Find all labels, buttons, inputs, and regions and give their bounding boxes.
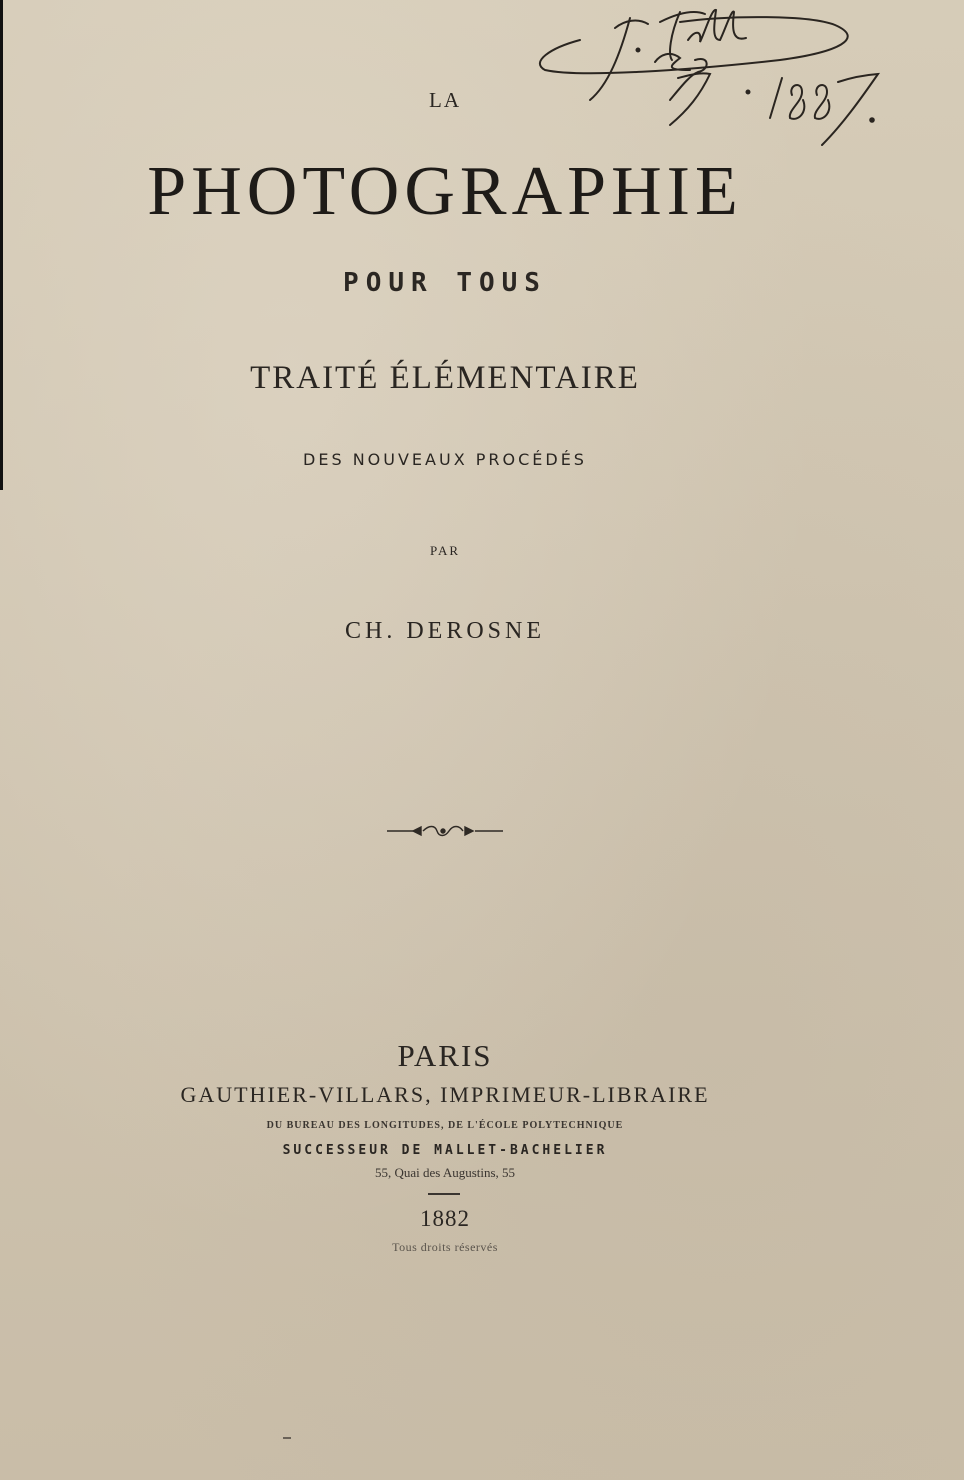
- imprint-address: 55, Quai des Augustins, 55: [374, 1165, 516, 1180]
- procedes-line: DES NOUVEAUX PROCÉDÉS: [303, 450, 587, 469]
- imprint-year: 1882: [420, 1206, 470, 1231]
- imprint-bureau: DU BUREAU DES LONGITUDES, DE L'ÉCOLE POLYTECHNIQUE: [266, 1120, 624, 1131]
- paper-speck: [283, 1437, 291, 1439]
- rights-notice: Tous droits réservés: [392, 1240, 498, 1254]
- handwritten-signature: [520, 0, 900, 150]
- treatise-line: TRAITÉ ÉLÉMENTAIRE: [250, 360, 640, 396]
- book-title: PHOTOGRAPHIE: [147, 153, 743, 230]
- par-line: PAR: [429, 543, 461, 558]
- ornament-divider-icon: [385, 822, 505, 840]
- imprint-rule: [428, 1193, 460, 1195]
- imprint-successor: SUCCESSEUR DE MALLET-BACHELIER: [282, 1143, 608, 1158]
- book-subtitle: POUR TOUS: [343, 268, 547, 298]
- author-name: CH. DEROSNE: [344, 618, 545, 644]
- imprint-publisher: GAUTHIER-VILLARS, IMPRIMEUR-LIBRAIRE: [180, 1082, 710, 1107]
- page-edge-line: [0, 0, 3, 490]
- imprint-city: PARIS: [397, 1038, 493, 1073]
- article-la: LA: [429, 88, 461, 112]
